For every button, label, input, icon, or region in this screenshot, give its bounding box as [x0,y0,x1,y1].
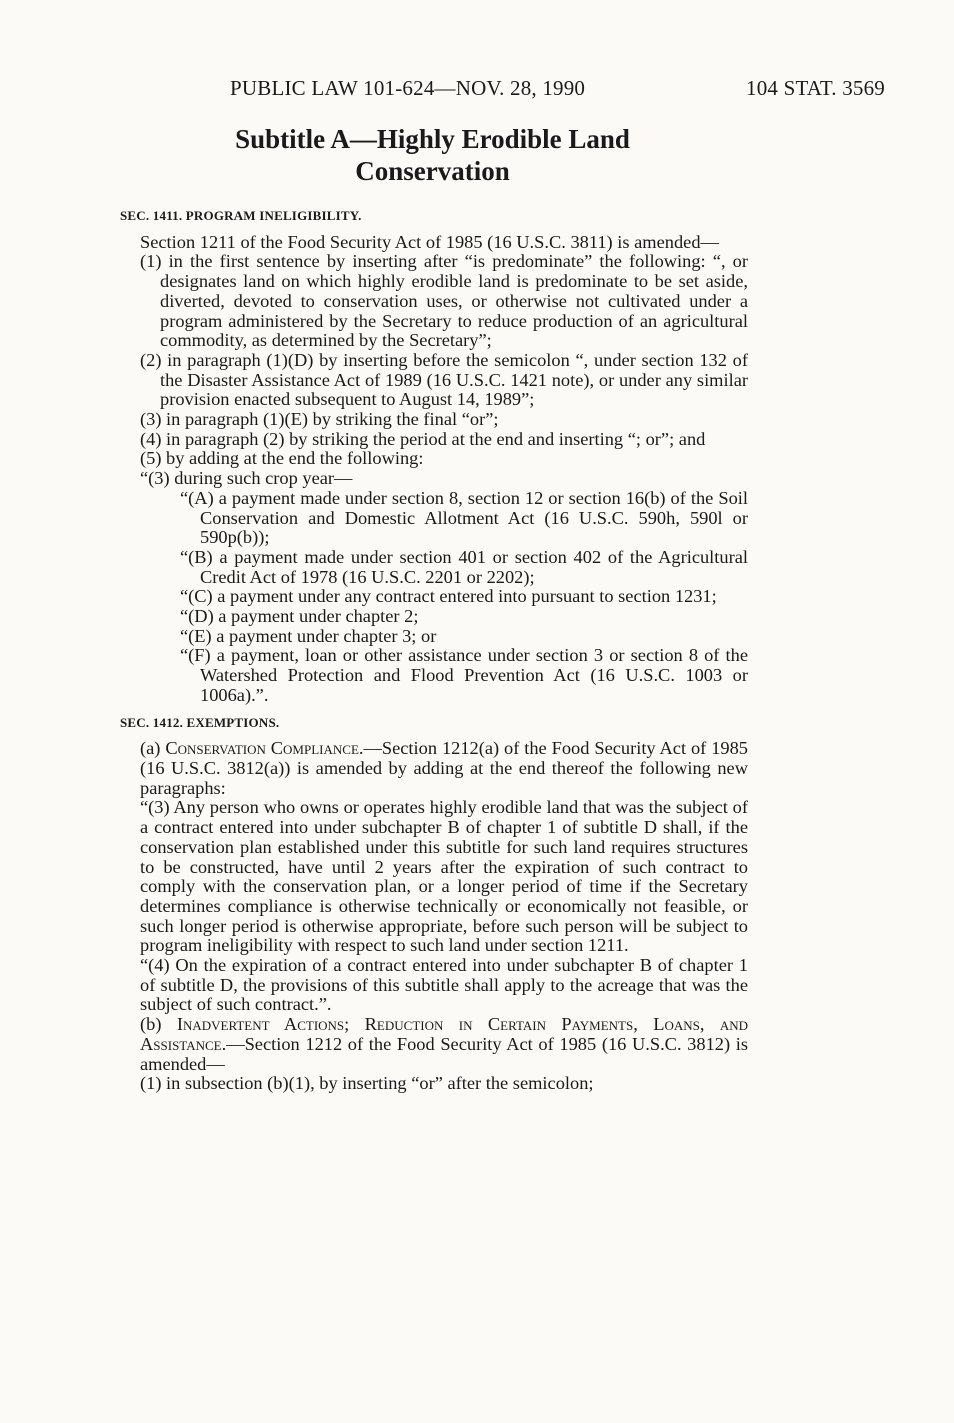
section-1412-heading: SEC. 1412. EXEMPTIONS. [120,714,280,730]
subtitle-line-2: Conservation [355,156,510,186]
header-stat-page: 104 STAT. 3569 [746,76,885,100]
quoted-subpara-e: “(E) a payment under chapter 3; or [180,625,437,646]
quoted-subpara-d: “(D) a payment under chapter 2; [180,606,419,627]
subsection-b-para-1: (1) in subsection (b)(1), by inserting “or” after the semicolon; [140,1073,594,1094]
subsection-a-heading: Conservation Compliance. [165,738,364,759]
quoted-subpara-c: “(C) a payment under any contract entered into pursuant to section 1231; [180,586,717,607]
section-1411-para-4: (4) in paragraph (2) by striking the period at the end and inserting “; or”; and [140,428,706,449]
document-body [120,206,748,1094]
quoted-para-4-exemption: “(4) On the expiration of a contract entered into under subchapter B of chapter 1 of subtitle D, the provisions of this subtitle shall apply to the acreage that was the subject of such contract.”. [140,955,748,1015]
quoted-subpara-a: “(A) a payment made under section 8, section 12 or section 16(b) of the Soil Conservation and Domestic Allotment Act (16 U.S.C. 590h, 590l or 590p(b)); [180,487,748,548]
quoted-subpara-f: “(F) a payment, loan or other assistance under section 3 or section 8 of the Watershed Protection and Flood Prevention Act (16 U.S.C. 1003 or 1006a).”. [180,645,748,705]
subsection-b-label: (b) [140,1014,162,1035]
subtitle-heading [160,123,705,187]
section-1411-para-1: (1) in the first sentence by inserting after “is predominate” the following: “, or designates land on which highly erodible land is predominate to be set aside, diverted, devoted to conservation uses, or otherwise not cultivated under a program administered by the Secretary to reduce production of an agricultural commodity, as determined by the Secretary”; [140,251,748,351]
section-1412-subsection-b [120,1015,748,1074]
quoted-para-3: “(3) during such crop year— [140,468,353,489]
subsection-a-text: —Section 1212(a) of the Food Security Act of 1985 (16 U.S.C. 3812(a)) is amended by adding at the end thereof the following new paragraphs: [140,738,748,798]
section-1411-intro: Section 1211 of the Food Security Act of 1985 (16 U.S.C. 3811) is amended— [140,231,719,252]
section-1411-para-2: (2) in paragraph (1)(D) by inserting before the semicolon “, under section 132 of the Disaster Assistance Act of 1989 (16 U.S.C. 1421 note), or under any similar provision enacted subsequent to August 14, 1989”; [140,349,748,410]
quoted-para-3-exemption: “(3) Any person who owns or operates highly erodible land that was the subject of a contract entered into under subchapter B of chapter 1 of subtitle D shall, if the conservation plan established under this subtitle for such land requires structures to be constructed, have until 2 years after the expiration of such contract to comply with the conservation plan, or a longer period of time if the Secretary determines compliance is otherwise technically or economically not feasible, or such longer period is otherwise appropriate, before such person will be subject to program ineligibility with respect to such land under section 1211. [140,797,748,956]
section-1412-subsection-a [120,739,748,798]
quoted-subpara-b: “(B) a payment made under section 401 or section 402 of the Agricultural Credit Act of 1978 (16 U.S.C. 2201 or 2202); [180,546,748,587]
subtitle-line-1: Subtitle A—Highly Erodible Land [235,124,630,154]
section-1411-para-3: (3) in paragraph (1)(E) by striking the final “or”; [140,409,499,430]
subsection-b-text: —Section 1212 of the Food Security Act of 1985 (16 U.S.C. 3812) is amended— [140,1033,748,1074]
section-1411-heading: SEC. 1411. PROGRAM INELIGIBILITY. [120,208,362,223]
header-citation: PUBLIC LAW 101-624—NOV. 28, 1990 [230,76,586,100]
subsection-a-label: (a) [140,738,161,759]
section-1411-para-5: (5) by adding at the end the following: [140,448,424,469]
subsection-b-heading: Inadvertent Actions; Reduction in Certain Payments, Loans, and Assistance. [140,1014,748,1054]
